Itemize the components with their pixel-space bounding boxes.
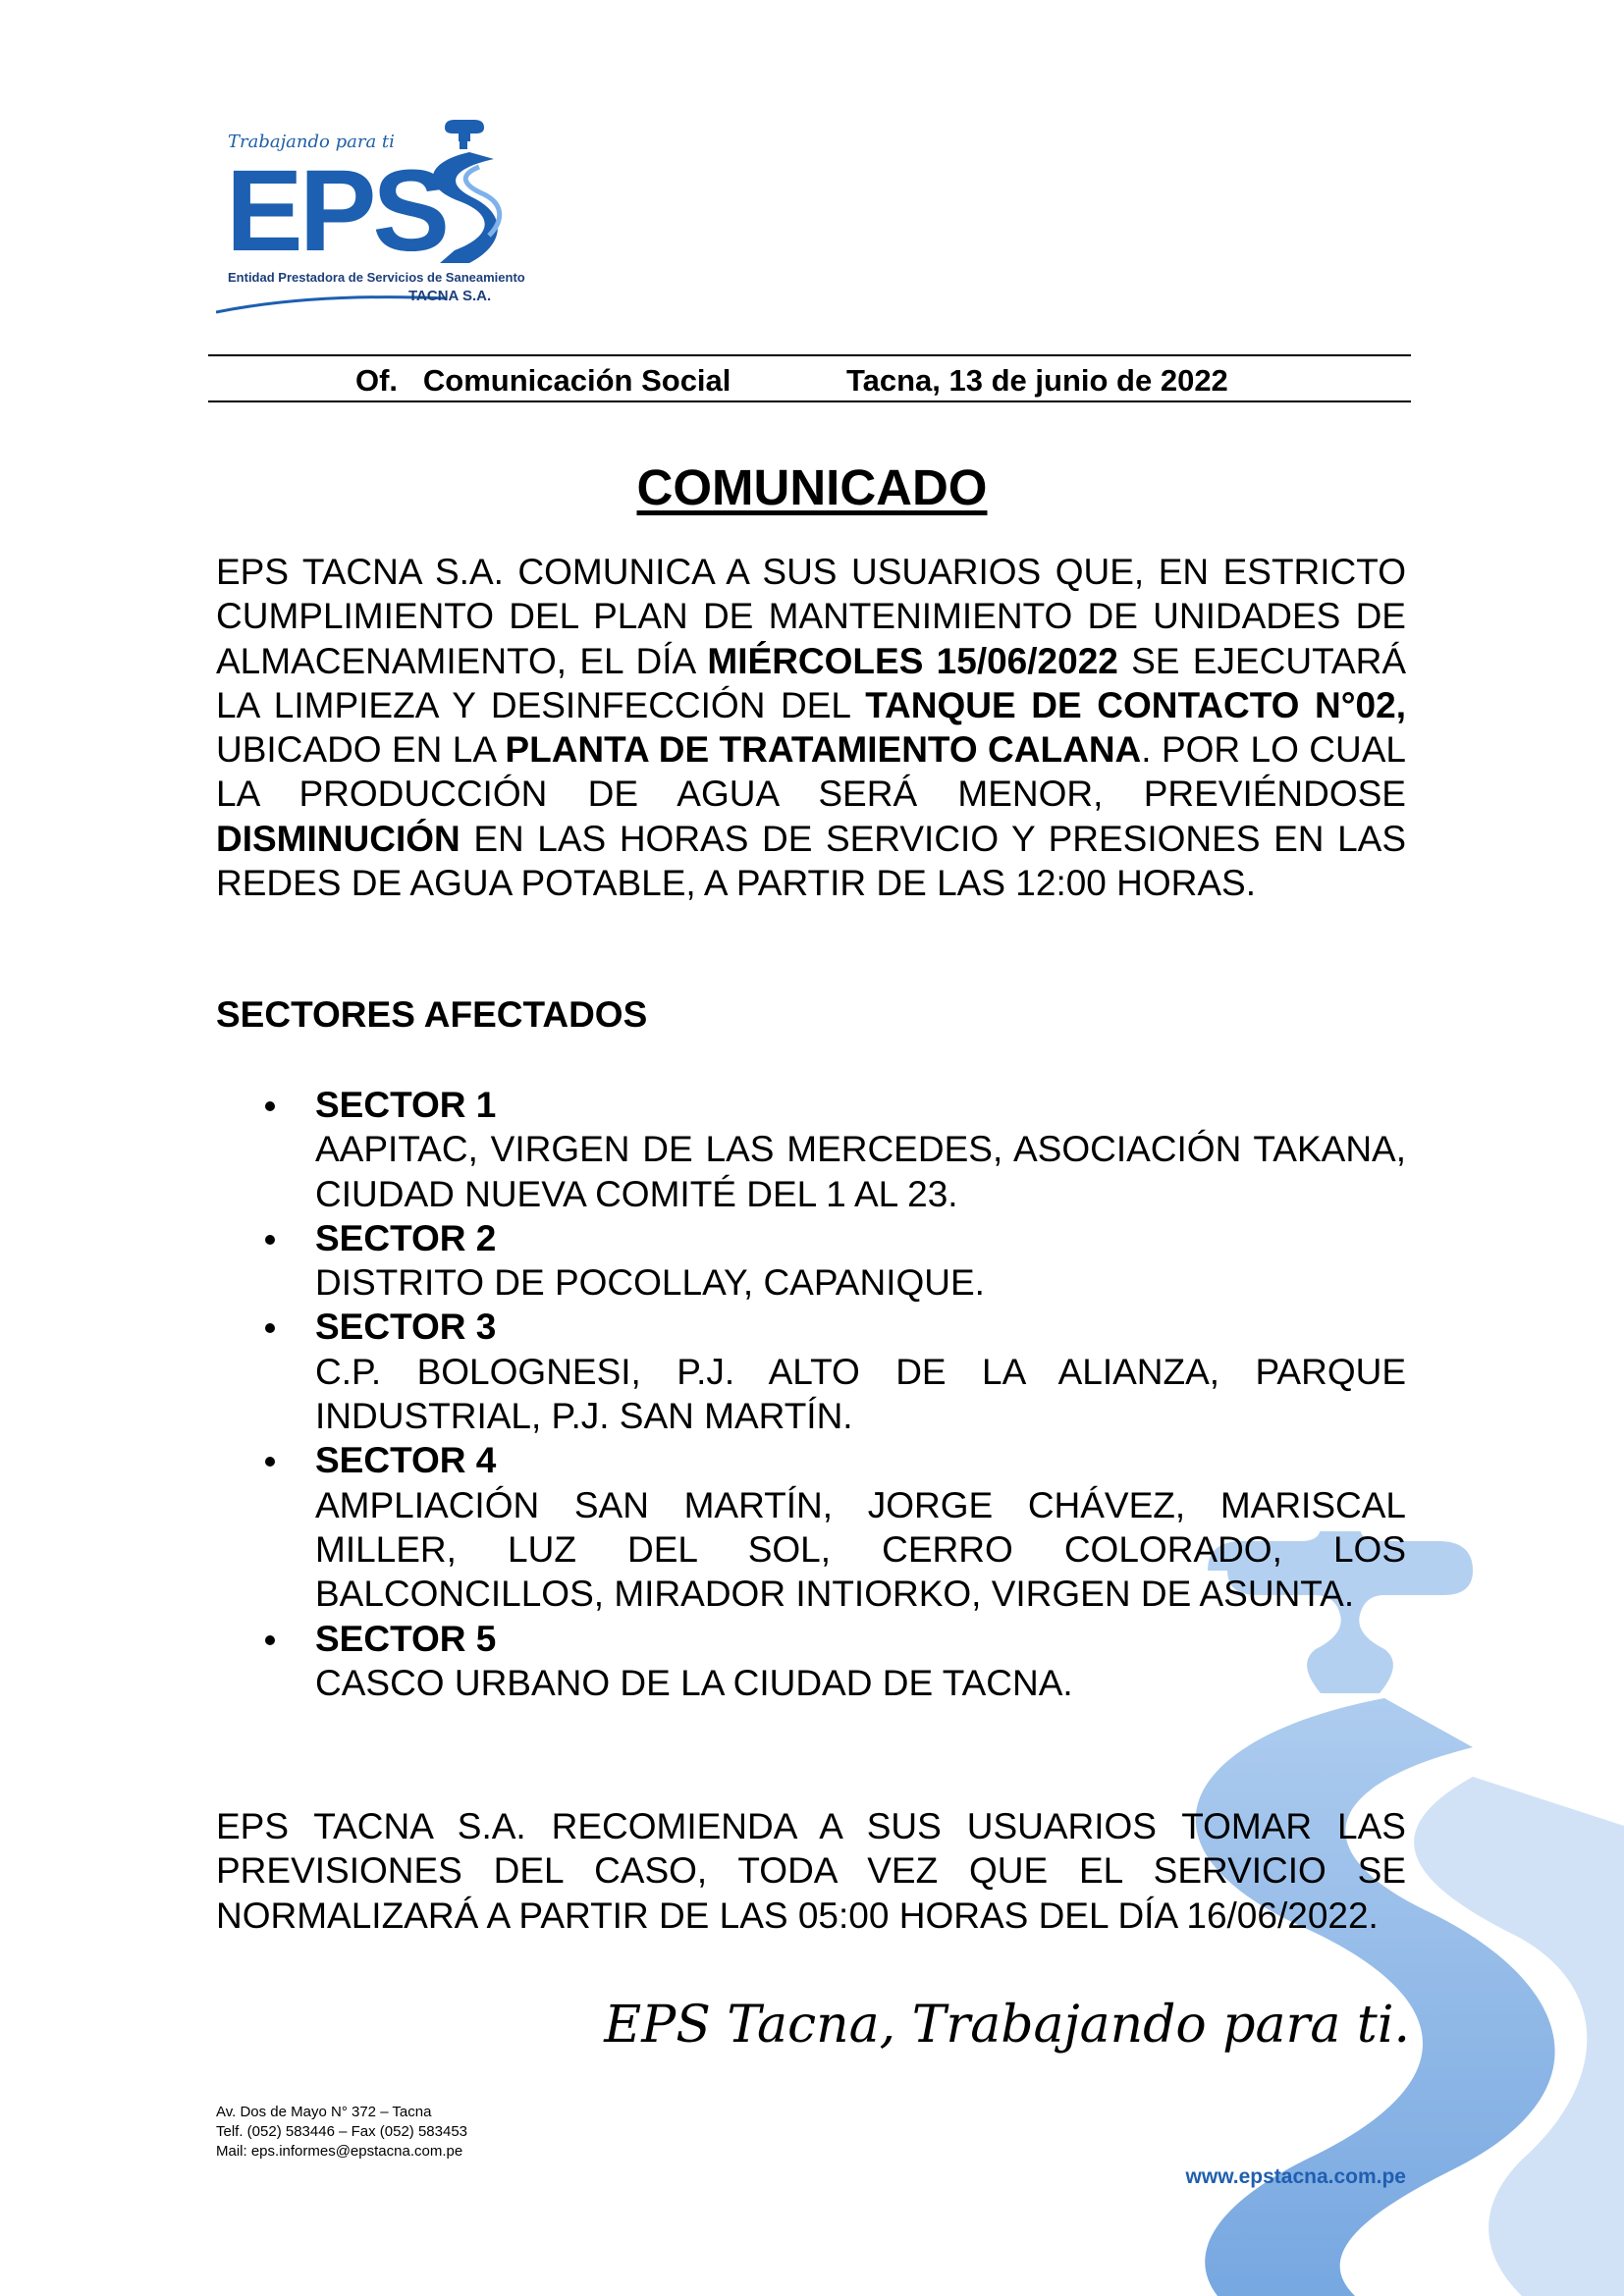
faucet-wave-icon [401,118,509,265]
bullet-icon [265,1323,275,1333]
sector-item [216,1617,1406,1706]
intro-reduction: DISMINUCIÓN [216,818,460,859]
intro-text: EPS TACNA S.A. COMUNICA A SUS USUARIOS QUE, EN ESTRICTO CUMPLIMIENTO DEL PLAN DE MANTENIMIENTO DE UNIDADES DE ALMACENAMIENTO, EL DÍA [216,552,1406,681]
sector-description: AMPLIACIÓN SAN MARTÍN, JORGE CHÁVEZ, MARISCAL MILLER, LUZ DEL SOL, CERRO COLORADO, LOS BALCONCILLOS, MIRADOR INTIORKO, VIRGEN DE ASUNTA. [315,1484,1406,1615]
sectors-heading: SECTORES AFECTADOS [216,994,648,1035]
footer-mail: Mail: eps.informes@epstacna.com.pe [216,2143,463,2160]
document-date: Tacna, 13 de junio de 2022 [846,363,1228,398]
logo-entity-name: Entidad Prestadora de Servicios de Saneamiento [228,270,525,285]
logo-tagline: Trabajando para ti [228,132,395,152]
intro-date: MIÉRCOLES 15/06/2022 [707,640,1118,681]
sector-item [216,1083,1406,1216]
sector-name: SECTOR 3 [315,1307,497,1348]
sector-item [216,1305,1406,1438]
bullet-icon [265,1457,275,1467]
bullet-icon [265,1635,275,1645]
intro-tank: TANQUE DE CONTACTO N°02, [865,684,1406,725]
sector-description: C.P. BOLOGNESI, P.J. ALTO DE LA ALIANZA, PARQUE INDUSTRIAL, P.J. SAN MARTÍN. [315,1351,1406,1437]
logo-city: TACNA S.A. [408,288,492,304]
office-label: Of. Comunicación Social [355,363,731,398]
sector-description: AAPITAC, VIRGEN DE LAS MERCEDES, ASOCIACIÓN TAKANA, CIUDAD NUEVA COMITÉ DEL 1 AL 23. [315,1129,1406,1214]
sector-list [216,1083,1406,1705]
intro-text: . POR LO CUAL LA PRODUCCIÓN DE AGUA SERÁ MENOR, PREVIÉNDOSE [216,729,1407,815]
signature-slogan: EPS Tacna, Trabajando para ti. [604,1996,1410,2055]
intro-text: EN LAS HORAS DE SERVICIO Y PRESIONES EN LAS REDES DE AGUA POTABLE, A PARTIR DE LAS 12:00 HORAS. [216,818,1406,904]
eps-logo [216,118,530,314]
sector-item [216,1216,1406,1306]
intro-text: SE EJECUTARÁ LA LIMPIEZA Y DESINFECCIÓN DEL [216,640,1406,725]
website-link[interactable]: www.epstacna.com.pe [1185,2165,1406,2188]
intro-paragraph [216,550,1406,905]
sector-description: CASCO URBANO DE LA CIUDAD DE TACNA. [315,1662,1073,1703]
footer-address: Av. Dos de Mayo N° 372 – Tacna [216,2104,432,2120]
closing-paragraph: EPS TACNA S.A. RECOMIENDA A SUS USUARIOS TOMAR LAS PREVISIONES DEL CASO, TODA VEZ QUE EL SERVICIO SE NORMALIZARÁ A PARTIR DE LAS 05:00 HORAS DEL DÍA 16/06/2022. [216,1806,1406,1936]
sector-name: SECTOR 4 [315,1440,497,1481]
sector-name: SECTOR 2 [315,1217,497,1258]
bullet-icon [265,1101,275,1111]
sector-item [216,1438,1406,1616]
intro-plant: PLANTA DE TRATAMIENTO CALANA [505,729,1142,771]
header-rule-top [208,354,1411,356]
sector-description: DISTRITO DE POCOLLAY, CAPANIQUE. [315,1262,985,1304]
footer-phone: Telf. (052) 583446 – Fax (052) 583453 [216,2123,468,2140]
sector-name: SECTOR 1 [315,1085,497,1125]
sector-name: SECTOR 5 [315,1618,497,1659]
bullet-icon [265,1235,275,1245]
intro-text: UBICADO EN LA [216,729,506,771]
footer-contact [216,2103,467,2162]
logo-letters: EPS [226,146,447,276]
header-rule-bottom [208,400,1411,402]
page-title: COMUNICADO [636,459,988,515]
